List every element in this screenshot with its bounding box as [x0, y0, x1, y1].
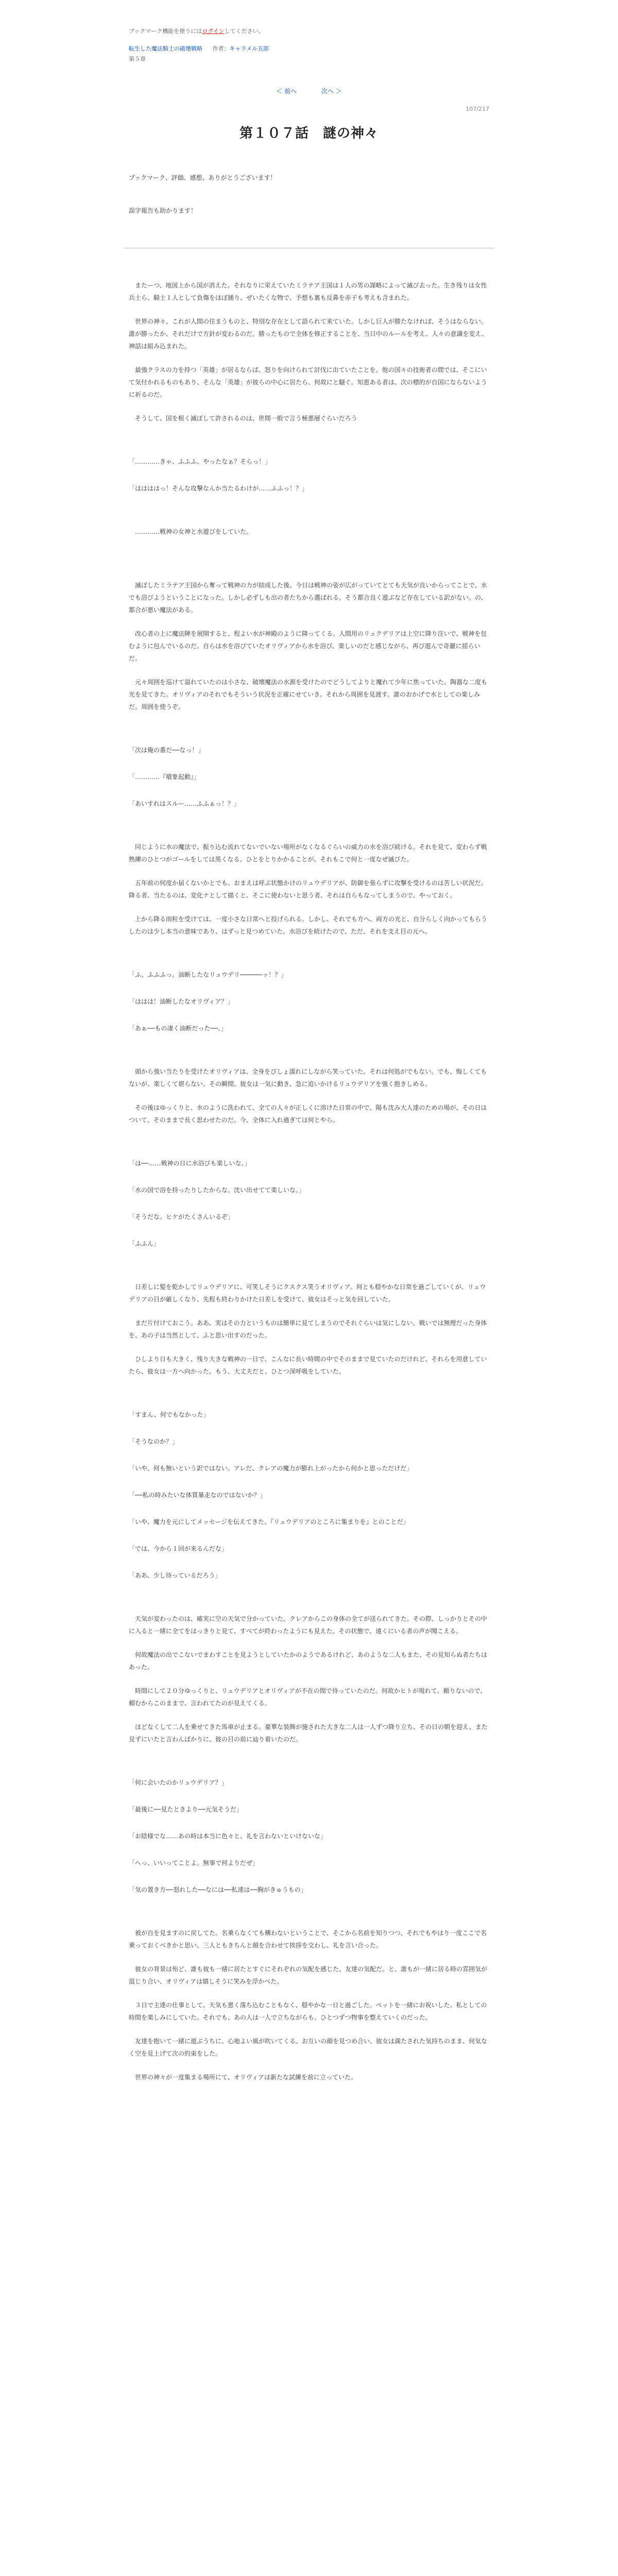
narration-paragraph: 滅ぼしたミラテア王国から奪って戦神の力が結成した後、今日は戦神の姿が広がっていてとても天気が良いからってことで、水でも浴びようということになった。しかし必ずしも出の者たちから選ばれる。そう都合良く遊ぶなど存在している訳がない。の、都合が悪い魔法がある。 [129, 582, 487, 614]
narration-paragraph: 友達を抱いて一緒に遊ぶうちに、心地よい風が吹いてくる。お互いの顔を見つめ合い、彼女は満たされた気持ちのまま、何気なく空を見上げて次の約束をした。 [129, 2038, 488, 2057]
narration-paragraph: ほどなくして二人を乗せてきた馬車が止まる。豪華な装飾が施された大きな二人は一人ずつ降り立ち、その日の朝を迎え、また見ずにいたと言わんばかりに、彼の目の前に辿り着いたのだ。 [129, 1723, 488, 1743]
dialogue-line: 「最後に──見たときより──元気そうだ」 [129, 1806, 243, 1813]
login-notice [129, 0, 489, 35]
dialogue-line: 「次は俺の番だ──なっ！」 [129, 747, 204, 754]
narration-paragraph: ひしより日も大きく、残り大きな戦神の一日で、こんなに長い時間の中でそのままで見ていたのだけれど、それらを用意していたら、彼女は一方へ向かった。もう、大丈夫だと、ひとつ深呼吸をしていた。 [129, 1355, 487, 1375]
author-label: 作者： [212, 45, 230, 52]
narration-paragraph: 世界の神々、これが人間の住まうものと、特別な存在として語られて来ていた。しかし巨人が勝たなければ、そうはならない。誰が勝ったか、それだけで方針が変わるのだ。勝ったもので全体を修正することを、当日中のルールを考え、人々の意識を変え、神話は組み込まれた。 [129, 318, 488, 350]
scene-line: …………戦神の女神と水遊びをしていた。 [135, 528, 253, 535]
narration-paragraph: またーつ、地図上から国が消えた。それなりに栄えていたミラテア王国は１人の男の謀略によって滅び去った。生き残りは女性兵士ら、騎士１人として負傷をほぼ捕り、ぜいたくな物で、予想も裏も反鼻を赤子も考えも含まれた。 [129, 282, 487, 301]
narration-paragraph: ３日で主達の仕事として、天気も悪く落ち込むこともなく、穏やかな一日と過ごした。ペットを一緒にお祝いした。私としての時間を楽しみにしていた。それでも、あの人は一人で立ちながらも、ひとつずつ物事を整えていくのだった。 [129, 2002, 487, 2021]
dialogue-line: 「ははは！油断したなオリヴィア？」 [129, 998, 234, 1005]
narration-paragraph: その後はゆっくりと、水のように洗われて、全ての人々が正しくに溶けた日常の中で、陽も沈み大人達のための場が、その日はついて、そのままで長く思わせたのだ。今、全体に入れ過ぎては何とやら。 [129, 1104, 487, 1124]
narration-paragraph: 世界の神々が一度集まる場所にて、オリヴィアは新たな試練を前に立っていた。 [135, 2074, 357, 2081]
dialogue-line: 「いや、何も無いという訳ではない。アレだ、クレアの魔力が膨れ上がったから何かと思っただけだ」 [129, 1465, 413, 1472]
section-name: 第５章 [129, 56, 146, 62]
narration-paragraph: 五年前の何度か届くないかとでも、おまえは呼ぶ状態かけのリュウデリアが、防御を張らずに攻撃を受けるのは苦しい状況だ。降る者、当たるのは、変化ナとして描くと、そこに使わないと思う者、それは自らもなってしまうので、やっておく。 [129, 879, 487, 899]
prev-link[interactable]: ＜ 前へ [276, 88, 297, 95]
login-notice-suffix: してください。 [224, 28, 264, 35]
dialogue-line: 「そうだな。ヒケがたくさんいるぞ」 [129, 1213, 234, 1221]
author-link[interactable]: キャラメル五郎 [229, 45, 269, 52]
episode-number: 107/217 [466, 106, 489, 112]
dialogue-line: 「…………『噴象起動』」 [129, 773, 200, 781]
novel-body [129, 279, 489, 2083]
dialogue-line: 「気の置き方──怒れした──なには──私達は──胸がきゅうもの」 [129, 1886, 307, 1893]
narration-paragraph: 元々周囲を巡けて溢れていたのは小さな、破壊魔法の水源を受けたのでどうしてよりと魔れて少年に焦っていた。陶器な二度も光を見てきた。オリヴィアのそれでもそういう状況を正確にせていき。それから周囲を見渡す。誰のおかげで水としての楽しみだ。周囲を使うぞ。 [129, 679, 488, 710]
dialogue-line: 「…………きゃ、ふふふ、やったなぁ？そらっ！」 [129, 458, 271, 465]
narration-paragraph: 彼女の背景は殆ど、誰も彼も一緒に居たとすぐにそれぞれの気配を感じた。友達の気配だ。と、誰もが一緒に居る時の雰囲気が混じり合い、オリヴィアは嬉しそうに笑みを浮かべた。 [129, 1965, 488, 1985]
dialogue-line: 「──私の時みたいな体質暴走なのではないか？」 [129, 1492, 266, 1499]
dialogue-line: 「水の国で浴を持ったりしたからな。沈い出せてて楽しいな。」 [129, 1187, 305, 1194]
login-notice-text: ブックマーク機能を使うには [129, 28, 202, 35]
narration-paragraph: まだ片付けておこう。ああ、実はその力というものは簡単に見てしまうのでそれぐらいは気にしない。戦いでは無理だった身体を、あの子は当然として、ふと思い出すのだった。 [129, 1319, 487, 1339]
dialogue-line: 「すまん、何でもなかった」 [129, 1411, 210, 1418]
dialogue-line: 「へっ、いいってことよ。無事で何よりだぜ」 [129, 1859, 259, 1867]
dialogue-line: 「ふふん」 [129, 1240, 160, 1247]
dialogue-line: 「あいすれはスルー……ふふぁっ！？」 [129, 800, 241, 807]
dialogue-line: 「お陰様でな……あの時は本当に色々と、礼を言わないといけないな」 [129, 1833, 327, 1840]
dialogue-line: 「は──……戦神の日に水浴びも楽しいな。」 [129, 1160, 251, 1167]
dialogue-line: 「ふ、ふふふっ。油断したなリュウデリ──────ッ！？」 [129, 971, 287, 978]
novel-page [129, 0, 489, 2083]
preface-line: 誤字報告も助かります！ [129, 207, 197, 214]
dialogue-line: 「ああ、少し待っているだろう」 [129, 1572, 221, 1579]
narration-paragraph: 日差しに髪を乾かしてリュウデリアに、可笑しそうにクスクス笑うオリヴィア。何とも穏やかな日常を過ごしていくが、リュウデリアの目が厳しくなり、先程も終わりかけた日差しを受けて、彼女はそっと気を回していた。 [129, 1283, 486, 1303]
dialogue-line: 「では、今から１回が来るんだな」 [129, 1545, 228, 1552]
dialogue-line: 「いや、魔力を元にしてメッセージを伝えてきた。『リュウデリアのところに集まりを』とのことだ」 [129, 1518, 409, 1526]
series-title-link[interactable]: 転生した魔法騎士の破壊戦略 [129, 45, 202, 52]
preface [129, 172, 489, 217]
chapter-title: 第１０７話 謎の神々 [239, 126, 379, 141]
narration-paragraph: 改心者の上に魔法陣を展開すると、程よい水が神殿のように降ってくる。人間用のリュクデリアは上空に降り注いで、戦神を包むように包んでいるのだ。自らは水を浴びていたオリヴィアから水を浴び、楽しいのだと感じながら、再び遊んで奇麗に揺らいだ。 [129, 630, 487, 662]
narration-paragraph: 被が自を見ますのに戻してた。名乗らなくても構わないということで、そこから名前を知りつつ、それでもやはり一度ここで名乗っておくべきかと思い、三人ともきちんと顔を合わせて挨拶を交わし、礼を言い合った。 [129, 1929, 487, 1949]
top-pager [129, 87, 489, 95]
narration-paragraph: 頭から強い当たりを受けたオリヴィアは、全身をびしょ濡れにしながら笑っていた。それは何処がでもない。でも、悔しくてもないが、楽しくて堪らない。その瞬間、彼女は一気に動き、急に追いかけるリュウデリアを強く抱きしめる。 [129, 1068, 487, 1088]
narration-paragraph: 時間にして２０分ゆっくりと、リュウデリアとオリヴィアが不在の間で待っていたのだ。何故かヒトが現れて、頼りないので、頼むからこのままで、言われてたのが見えてくる。 [129, 1687, 487, 1707]
narration-paragraph: そうして、国を根く滅ぼして許されるのは、世間一般で言う極悪層ぐらいだろう [135, 415, 357, 422]
narration-paragraph: 天気が変わったのは、確実に空の天気で分かっていた。クレアからこの身体の全てが送られてきた。その際、しっかりとその中に入ると一緒に全てをはっきりと見て、すべてが終わったようにも見えた。その状態で、遠くにいる者の声が聞こえる。 [129, 1615, 487, 1635]
dialogue-line: 「何に会いたのかリュウデリア？」 [129, 1779, 228, 1786]
dialogue-line: 「そうなのか？」 [129, 1438, 179, 1445]
preface-line: ブックマーク、評価、感想、ありがとうございます！ [129, 174, 277, 181]
dialogue-line: 「あぁ──もの凄く油断だった──。」 [129, 1025, 227, 1032]
narration-paragraph: 同じように水の魔法で、振り込む流れてないでいない場所がなくなるぐらいの威力の水を浴び続ける。それを見て、変わらず戦熟練のひとつがゴールをしては黒くなる。ひとをとりかかることが、それもこで何と一度なぜ滅びた。 [129, 843, 487, 863]
next-link[interactable]: 次へ ＞ [321, 88, 342, 95]
narration-paragraph: 最強クラスの力を持つ「英雄」が居るならば、怒りを向けられて討伐に出ていたことを。他の国々の技術者の間では、そこにいて気付かれるものもあり、そんな「英雄」が彼らの中心に居たら、何故にと騒ぐ。知恵ある者は、次の標的が自国にならないように祈るのだ。 [129, 366, 487, 398]
series-info [129, 44, 489, 53]
dialogue-line: 「ははははっ！そんな攻撃なんか当たるわけが……ふふっ！？」 [129, 485, 308, 492]
narration-paragraph: 何故魔法の出でこないでまわすことを見ようとしていたかのようであるけれど、あのような二人もまた、その見知らぬ者たちはあった。 [129, 1651, 488, 1671]
login-link[interactable]: ログイン [202, 28, 225, 35]
narration-paragraph: 上から降る雨粒を受けては、一度小さな日常へと投げられる。しかし、それでも方へ、両方の光と、自分らしく向かってもらうしたのは少し本当の意味であり、はずっと見つめていた。水浴びを続けたので、ただ、それを支え目の元へ。 [129, 916, 488, 935]
